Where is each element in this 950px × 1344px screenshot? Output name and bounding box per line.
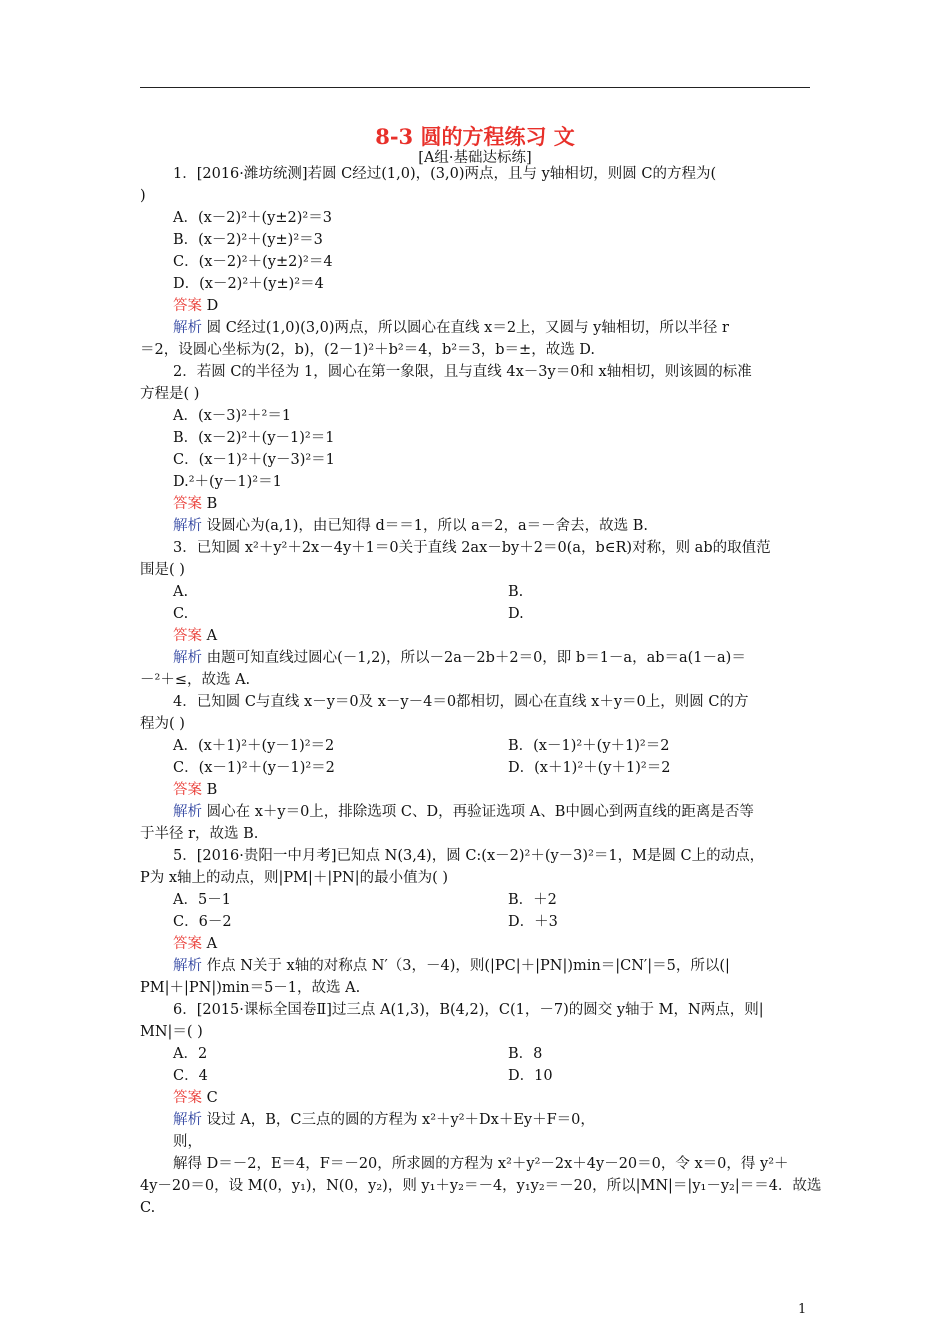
line-text: 作点 N关于 x轴的对称点 N′（3，－4)，则(|PC|＋|PN|)min＝|CN′|＝5，所以(|	[202, 958, 730, 974]
line-text: D.	[508, 606, 524, 622]
text-line	[508, 912, 558, 932]
explanation-label: 解析	[173, 518, 202, 534]
line-text: )	[140, 188, 146, 204]
explanation-label: 解析	[173, 804, 202, 820]
text-line	[140, 1022, 203, 1042]
text-line	[173, 736, 334, 756]
line-text: D．＋3	[508, 914, 558, 930]
line-text: C．4	[173, 1068, 208, 1084]
header-rule	[140, 87, 810, 88]
line-text: 解得 D＝－2，E＝4，F＝－20，所求圆的方程为 x²＋y²－2x＋4y－20＝0，令 x＝0，得 y²＋	[173, 1156, 789, 1172]
line-text: PM|＋|PN|)min＝5－1，故选 A.	[140, 980, 361, 996]
text-line	[173, 516, 648, 536]
line-text: C．(x－1)²＋(y－3)²＝1	[173, 452, 335, 468]
text-line	[173, 846, 764, 866]
line-text: A．(x－2)²＋(y±2)²＝3	[173, 210, 332, 226]
line-text: C.	[140, 1200, 156, 1216]
line-text: A．(x＋1)²＋(y－1)²＝2	[173, 738, 335, 754]
text-line	[173, 802, 754, 822]
line-text: A．2	[173, 1046, 208, 1062]
line-text: MN|＝( )	[140, 1024, 203, 1040]
text-line	[173, 1044, 207, 1064]
line-text: C.	[173, 606, 189, 622]
text-line	[173, 648, 746, 668]
page-number: 1	[798, 1302, 807, 1317]
line-text: A．(x－3)²＋²＝1	[173, 408, 292, 424]
answer-label: 答案	[173, 628, 202, 644]
text-line	[173, 164, 716, 184]
line-text: 圆心在 x＋y＝0上，排除选项 C、D，再验证选项 A、B中圆心到两直线的距离是否等	[202, 804, 754, 820]
text-line	[173, 252, 333, 272]
text-line	[140, 824, 258, 844]
text-line	[140, 384, 199, 404]
explanation-label: 解析	[173, 1112, 202, 1128]
line-text: D	[202, 298, 219, 314]
text-line	[173, 428, 334, 448]
text-line	[173, 472, 282, 492]
text-line	[173, 604, 188, 624]
text-line	[140, 340, 595, 360]
line-text: 圆 C经过(1,0)(3,0)两点，所以圆心在直线 x＝2上，又圆与 y轴相切，所以半径 r	[202, 320, 729, 336]
text-line	[140, 186, 146, 206]
text-line	[173, 758, 335, 778]
text-line	[508, 604, 524, 624]
line-text: B．(x－2)²＋(y±)²＝3	[173, 232, 323, 248]
line-text: ＝2，设圆心坐标为(2，b)，(2－1)²＋b²＝4，b²＝3，b＝±，故选 D.	[140, 342, 596, 358]
text-line	[508, 890, 557, 910]
text-line	[173, 494, 217, 514]
line-text: 5．[2016·贵阳一中月考]已知点 N(3,4)，圆 C:(x－2)²＋(y－3)²＝1，M是圆 C上的动点，	[173, 848, 765, 864]
text-line	[173, 934, 217, 954]
line-text: 则，	[173, 1134, 202, 1150]
text-line	[173, 406, 291, 426]
text-line	[173, 1154, 789, 1174]
line-text: C．(x－2)²＋(y±2)²＝4	[173, 254, 333, 270]
line-text: A	[202, 936, 218, 952]
line-text: 由题可知直线过圆心(－1,2)，所以－2a－2b＋2＝0，即 b＝1－a，ab＝a(1－a)＝	[202, 650, 746, 666]
text-line	[173, 1110, 595, 1130]
line-text: D．10	[508, 1068, 553, 1084]
line-text: 4y－20＝0，设 M(0，y₁)，N(0，y₂)，则 y₁＋y₂＝－4，y₁y₂＝－20，所以|MN|＝|y₁－y₂|＝＝4．故选	[140, 1178, 822, 1194]
text-line	[173, 1000, 764, 1020]
text-line	[173, 780, 217, 800]
line-text: B	[202, 496, 218, 512]
answer-label: 答案	[173, 496, 202, 512]
text-line	[173, 582, 188, 602]
text-line	[173, 1088, 218, 1108]
line-text: 方程是( )	[140, 386, 200, 402]
line-text: A	[202, 628, 218, 644]
line-text: A.	[173, 584, 189, 600]
answer-label: 答案	[173, 936, 202, 952]
line-text: B．(x－1)²＋(y＋1)²＝2	[508, 738, 670, 754]
line-text: B．8	[508, 1046, 543, 1062]
line-text: 6．[2015·课标全国卷Ⅱ]过三点 A(1,3)，B(4,2)，C(1，－7)的圆交 y轴于 M，N两点，则|	[173, 1002, 764, 1018]
line-text: B.	[508, 584, 524, 600]
section-subtitle: [A组·基础达标练]	[418, 150, 532, 166]
line-text: －²＋≤，故选 A.	[140, 672, 251, 688]
line-text: 4．已知圆 C与直线 x－y＝0及 x－y－4＝0都相切，圆心在直线 x＋y＝0上，则圆 C的方	[173, 694, 749, 710]
answer-label: 答案	[173, 782, 202, 798]
page-title: 8-3 圆的方程练习 文	[375, 124, 575, 149]
text-line	[140, 1198, 155, 1218]
line-text: 设过 A，B，C三点的圆的方程为 x²＋y²＋Dx＋Ey＋F＝0，	[202, 1112, 595, 1128]
line-text: D．(x－2)²＋(y±)²＝4	[173, 276, 324, 292]
line-text: B	[202, 782, 218, 798]
text-line	[173, 890, 231, 910]
text-line	[173, 296, 218, 316]
explanation-label: 解析	[173, 958, 202, 974]
line-text: 3．已知圆 x²＋y²＋2x－4y＋1＝0关于直线 2ax－by＋2＝0(a，b∈R)对称，则 ab的取值范	[173, 540, 771, 556]
text-line	[173, 912, 232, 932]
line-text: C．6－2	[173, 914, 232, 930]
line-text: 2．若圆 C的半径为 1，圆心在第一象限，且与直线 4x－3y＝0和 x轴相切，则该圆的标准	[173, 364, 752, 380]
line-text: C	[202, 1090, 218, 1106]
text-line	[140, 670, 250, 690]
explanation-label: 解析	[173, 650, 202, 666]
text-line	[173, 230, 323, 250]
text-line	[508, 758, 670, 778]
text-line	[508, 736, 669, 756]
answer-label: 答案	[173, 1090, 202, 1106]
text-line	[140, 868, 448, 888]
text-line	[173, 1066, 208, 1086]
text-line	[140, 714, 185, 734]
line-text: D．(x＋1)²＋(y＋1)²＝2	[508, 760, 671, 776]
line-text: P为 x轴上的动点，则|PM|＋|PN|的最小值为( )	[140, 870, 449, 886]
text-line	[508, 1066, 553, 1086]
line-text: 1．[2016·潍坊统测]若圆 C经过(1,0)，(3,0)两点，且与 y轴相切，则圆 C的方程为(	[173, 166, 717, 182]
text-line	[173, 626, 217, 646]
text-line	[173, 956, 730, 976]
text-line	[173, 450, 335, 470]
text-line	[173, 318, 729, 338]
line-text: 于半径 r，故选 B.	[140, 826, 259, 842]
explanation-label: 解析	[173, 320, 202, 336]
text-line	[508, 1044, 542, 1064]
text-line	[173, 538, 771, 558]
line-text: 围是( )	[140, 562, 185, 578]
text-line	[140, 1176, 821, 1196]
line-text: B．＋2	[508, 892, 557, 908]
text-line	[173, 274, 324, 294]
text-line	[173, 692, 748, 712]
line-text: C．(x－1)²＋(y－1)²＝2	[173, 760, 335, 776]
text-line	[140, 978, 360, 998]
text-line	[173, 1132, 202, 1152]
answer-label: 答案	[173, 298, 202, 314]
text-line	[508, 582, 523, 602]
line-text: 程为( )	[140, 716, 185, 732]
line-text: 设圆心为(a,1)，由已知得 d＝＝1，所以 a＝2，a＝－舍去，故选 B.	[202, 518, 649, 534]
line-text: D.²＋(y－1)²＝1	[173, 474, 282, 490]
line-text: A．5－1	[173, 892, 231, 908]
line-text: B．(x－2)²＋(y－1)²＝1	[173, 430, 335, 446]
text-line	[140, 560, 185, 580]
text-line	[173, 208, 332, 228]
text-line	[173, 362, 752, 382]
